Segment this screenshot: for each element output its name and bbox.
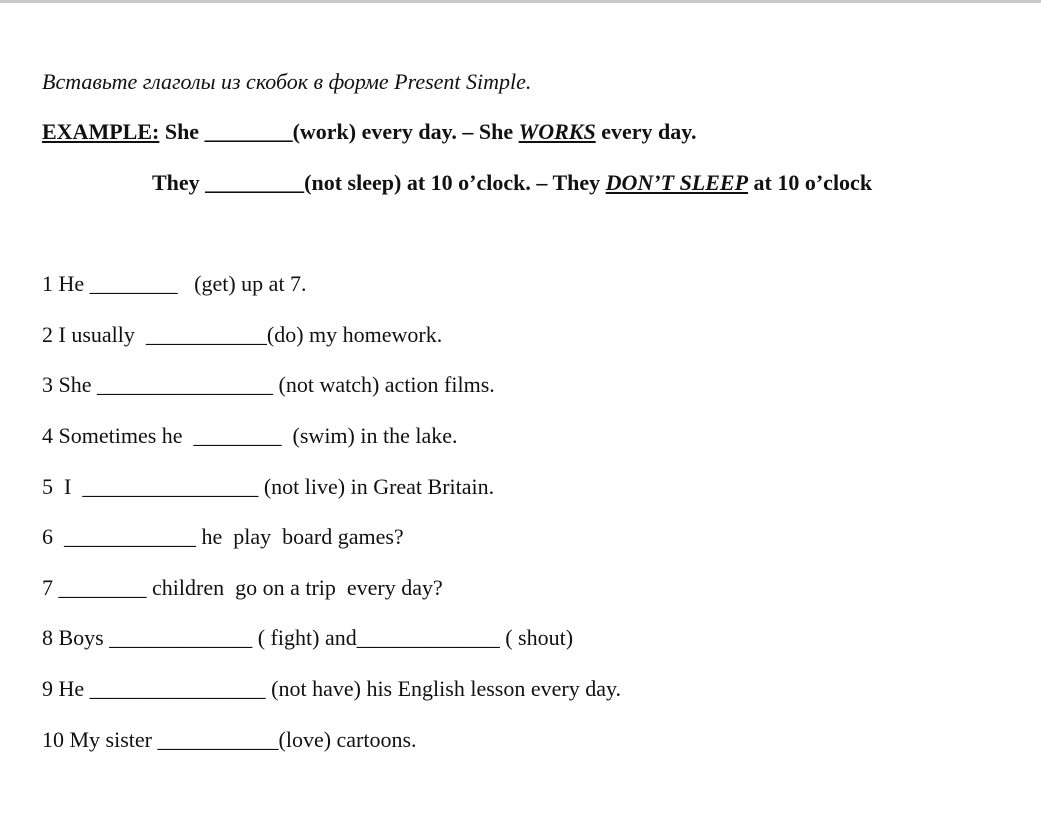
question-2: 2 I usually ___________(do) my homework.: [42, 322, 443, 347]
example-line-2-prefix: They _________(not sleep) at 10 o’clock. – They: [152, 170, 606, 195]
question-8: 8 Boys _____________ ( fight) and_____________ ( shout): [42, 625, 574, 650]
example-line-1-suffix: every day.: [595, 119, 697, 144]
question-7: 7 ________ children go on a trip every day?: [42, 575, 443, 600]
question-1: 1 He ________ (get) up at 7.: [42, 271, 307, 296]
example-line-2-answer: DON’T SLEEP: [605, 170, 749, 195]
top-border: [0, 0, 1041, 3]
example-line-1: [42, 119, 697, 145]
question-4: 4 Sometimes he ________ (swim) in the lake.: [42, 423, 458, 448]
example-label: EXAMPLE:: [42, 119, 160, 144]
question-5: 5 I ________________ (not live) in Great Britain.: [42, 474, 495, 499]
example-line-1-answer: WORKS: [518, 119, 596, 144]
question-3: 3 She ________________ (not watch) action films.: [42, 372, 495, 397]
question-9: 9 He ________________ (not have) his English lesson every day.: [42, 676, 622, 701]
example-line-2-suffix: at 10 o’clock: [748, 170, 873, 195]
example-line-1-prefix: She ________(work) every day. – She: [159, 119, 519, 144]
question-6: 6 ____________ he play board games?: [42, 524, 404, 549]
question-10: 10 My sister ___________(love) cartoons.: [42, 727, 417, 752]
example-line-2: [152, 170, 872, 196]
instruction-text: Вставьте глаголы из скобок в форме Present Simple.: [42, 69, 532, 94]
